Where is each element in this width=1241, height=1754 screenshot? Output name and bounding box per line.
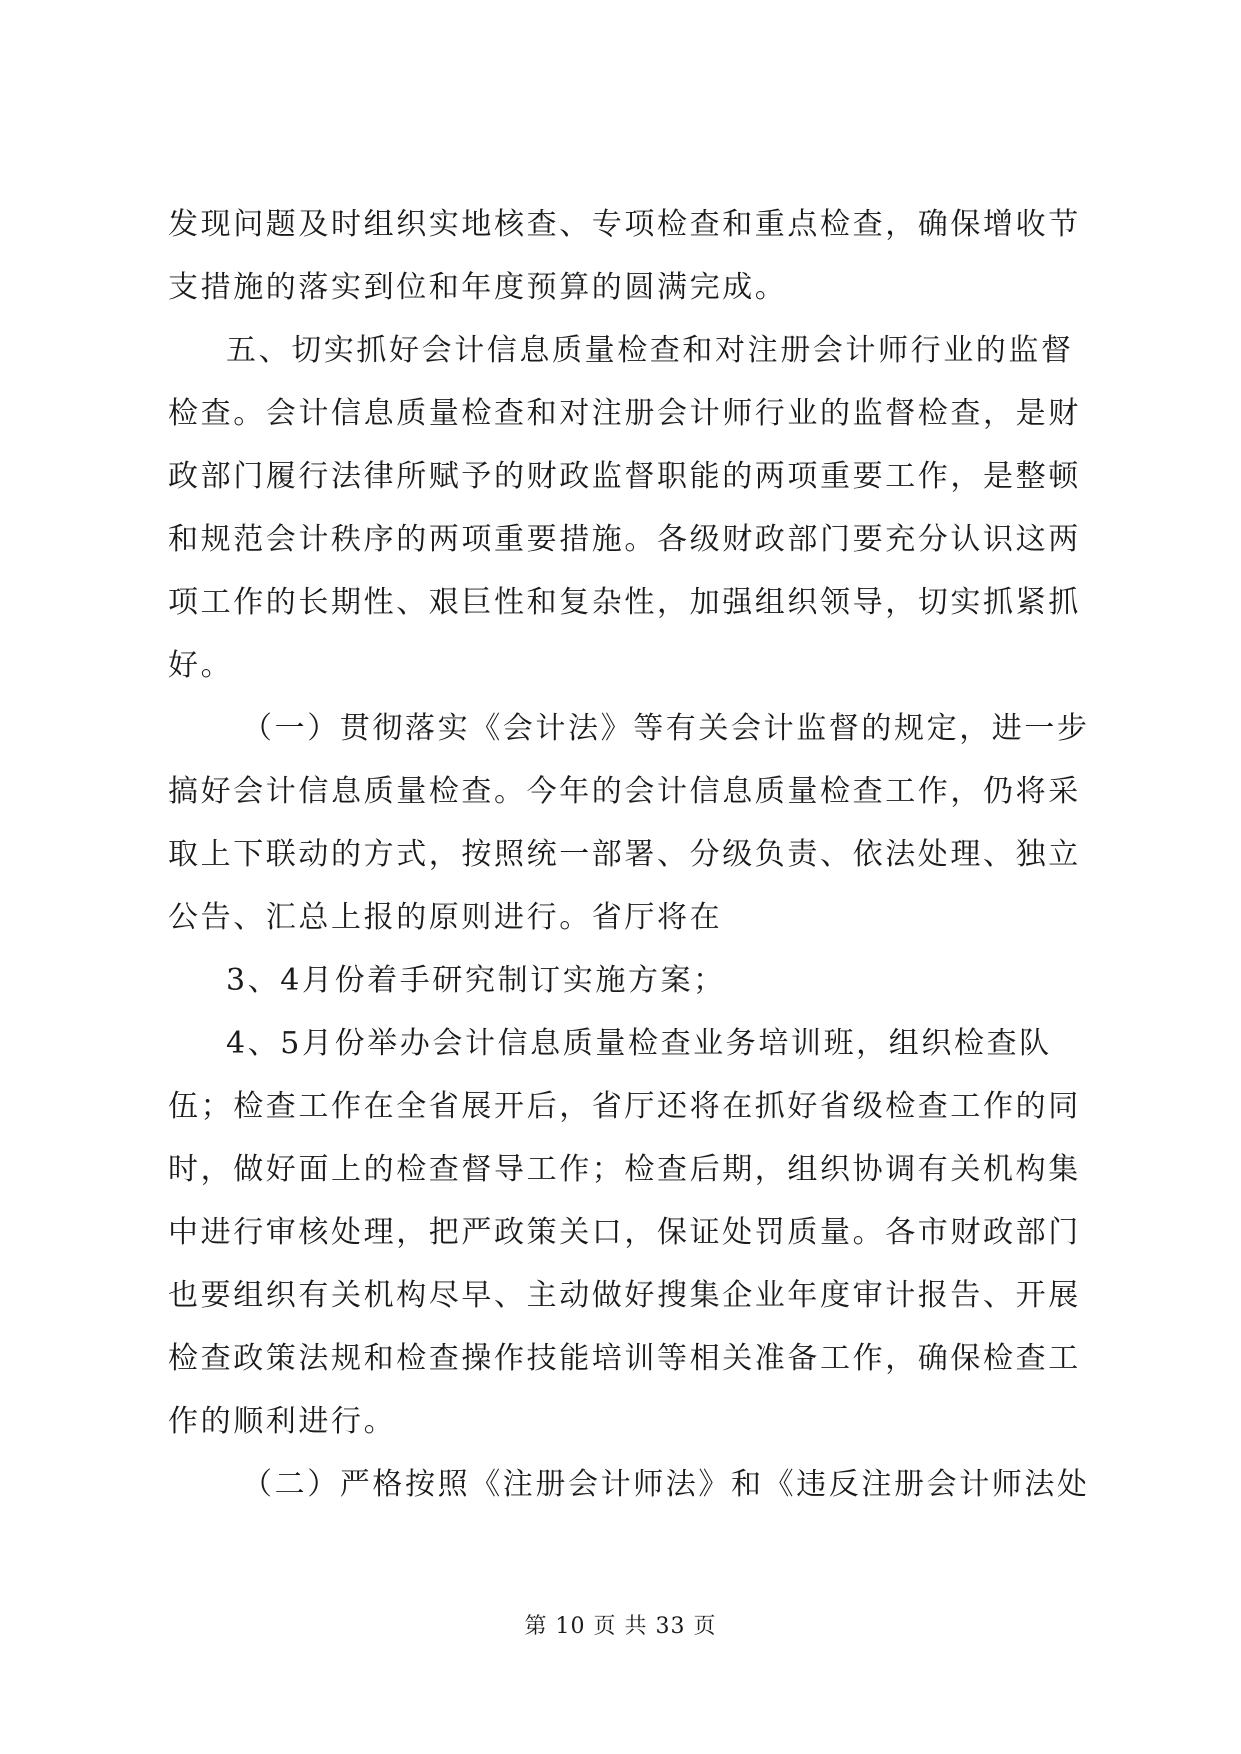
text-line-15: 伍；检查工作在全省展开后，省厅还将在抓好省级检查工作的同 [168,1089,1081,1124]
subsection-heading-2: （二）严格按照《注册会计师法》和《违反注册会计师法处 [242,1467,1090,1502]
text-line-17: 中进行审核处理，把严政策关口，保证处罚质量。各市财政部门 [168,1215,1081,1250]
text-line-8: 好。 [168,648,234,683]
text-line-20: 作的顺利进行。 [168,1404,397,1439]
text-line-19: 检查政策法规和检查操作技能培训等相关准备工作，确保检查工 [168,1341,1081,1376]
text-line-16: 时，做好面上的检查督导工作；检查后期，组织协调有关机构集 [168,1152,1081,1187]
text-line-18: 也要组织有关机构尽早、主动做好搜集企业年度审计报告、开展 [168,1278,1081,1313]
text-line-5: 政部门履行法律所赋予的财政监督职能的两项重要工作，是整顿 [168,459,1081,494]
section-heading-5: 五、切实抓好会计信息质量检查和对注册会计师行业的监督 [226,333,1074,368]
text-line-14: 4、5月份举办会计信息质量检查业务培训班，组织检查队 [226,1026,1052,1061]
page-number-footer: 第 10 页 共 33 页 [524,1614,717,1639]
text-line-13: 3、4月份着手研究制订实施方案； [226,963,726,998]
text-line-10: 搞好会计信息质量检查。今年的会计信息质量检查工作，仍将采 [168,774,1081,809]
text-line-1: 发现问题及时组织实地核查、专项检查和重点检查，确保增收节 [168,207,1081,242]
text-line-4: 检查。会计信息质量检查和对注册会计师行业的监督检查，是财 [168,396,1081,431]
text-line-2: 支措施的落实到位和年度预算的圆满完成。 [168,270,788,305]
text-line-11: 取上下联动的方式，按照统一部署、分级负责、依法处理、独立 [168,837,1081,872]
subsection-heading-1: （一）贯彻落实《会计法》等有关会计监督的规定，进一步 [242,711,1090,746]
text-line-6: 和规范会计秩序的两项重要措施。各级财政部门要充分认识这两 [168,522,1081,557]
text-line-12: 公告、汇总上报的原则进行。省厅将在 [168,900,723,935]
text-line-7: 项工作的长期性、艰巨性和复杂性，加强组织领导，切实抓紧抓 [168,585,1081,620]
